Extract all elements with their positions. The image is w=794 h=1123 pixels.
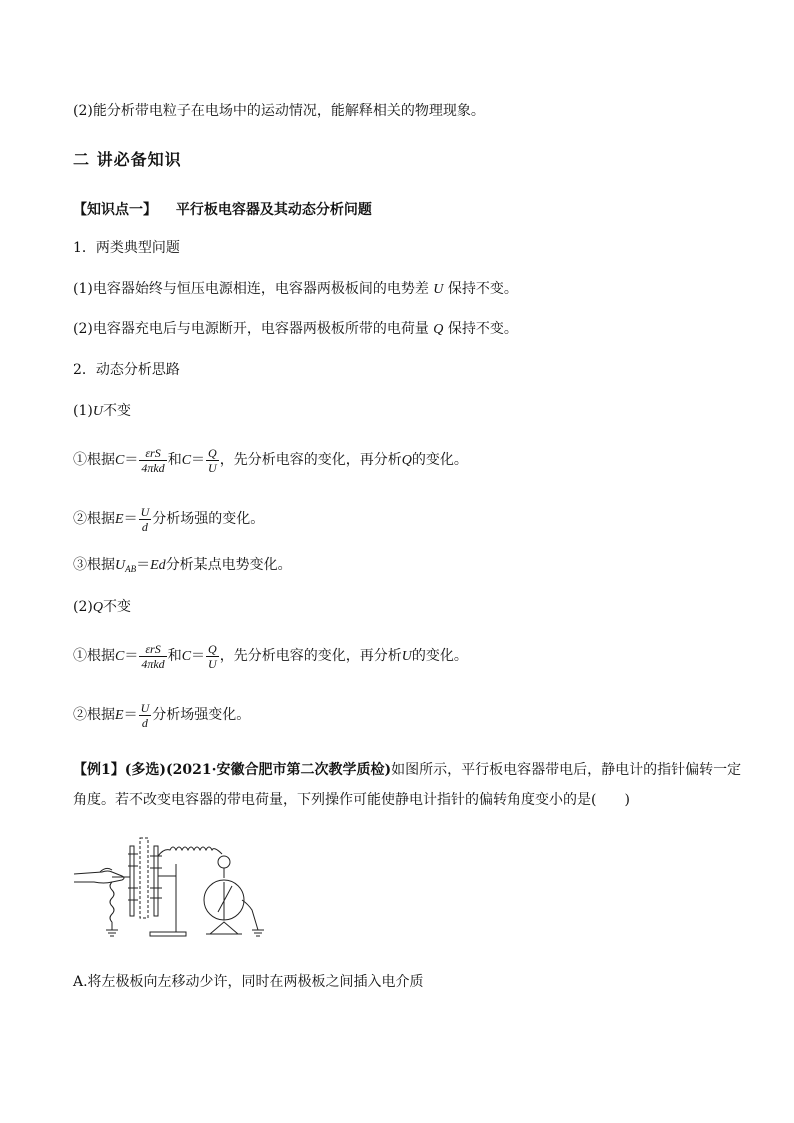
formula-line-c1-2 [73,502,264,536]
stand-base [150,932,186,936]
dielectric-outline [140,838,148,918]
text: 和 [167,648,182,664]
fraction [139,447,166,474]
denominator: d [141,519,148,534]
text: ①根据 [73,452,115,468]
option-a: A.将左极板向左移动少许，同时在两极板之间插入电介质 [73,974,424,990]
text: ②根据 [73,707,115,723]
numerator: εrS [139,643,166,657]
text: 和 [167,452,182,468]
denominator: d [141,715,148,730]
fraction [139,643,166,670]
denominator: U [208,656,217,671]
text: 不变 [102,403,131,419]
capacitor-electrometer-figure [72,826,272,946]
equals: ＝ [123,511,138,527]
subsection-title-1: 1．两类典型问题 [73,240,180,256]
text: ③根据 [73,557,115,573]
equals: ＝ [136,557,151,573]
fraction [206,643,219,670]
variable: E [115,512,124,527]
numerator: U [140,504,150,519]
variable: Q [92,600,103,615]
denominator: 4πkd [141,460,165,475]
text: (2)电容器充电后与电源断开，电容器两极板所带的电荷量 [73,321,429,337]
fraction [139,506,152,533]
coiled-wire [158,847,222,856]
variable: U [92,404,103,419]
example-1 [73,755,753,815]
numerator: Q [208,445,217,460]
numerator: U [140,700,150,715]
text: ，先分析电容的变化，再分析 [219,648,402,664]
variable: Q [401,453,412,468]
text: 保持不变。 [447,281,518,297]
equals: ＝ [124,648,139,664]
equals: ＝ [191,452,206,468]
denominator: U [208,460,217,475]
denominator: 4πkd [141,656,165,671]
text: (1) [73,403,93,419]
variable: E [115,708,124,723]
formula-line-c2-1 [73,639,468,673]
objective-line: (2)能分析带电粒子在电场中的运动情况，能解释相关的物理现象。 [73,103,485,119]
variable: Ed [150,558,166,573]
example-tag: 【例1】 [73,762,125,778]
text: ，先分析电容的变化，再分析 [219,452,402,468]
variable: U [115,558,126,573]
subscript: AB [125,564,137,574]
equals: ＝ [124,452,139,468]
equals: ＝ [123,707,138,723]
fraction [206,447,219,474]
equals: ＝ [191,648,206,664]
section-heading: 二 讲必备知识 [73,150,182,169]
text: ②根据 [73,511,115,527]
formula-line-c1-3 [73,555,292,579]
text: 的变化。 [411,452,468,468]
electrometer-knob [218,856,230,868]
text: 不变 [102,599,131,615]
text: 保持不变。 [447,321,518,337]
typical-problem-2 [73,319,518,340]
knowledge-point-title: 平行板电容器及其动态分析问题 [175,202,372,218]
variable: Q [433,322,444,337]
variable: U [401,649,412,664]
variable: C [181,453,192,468]
variable: C [115,649,125,664]
knowledge-point-heading [73,200,372,220]
numerator: Q [208,641,217,656]
text: 分析某点电势变化。 [165,557,292,573]
example-source: (多选)(2021·安徽合肥市第二次教学质检) [124,762,392,778]
text: (2) [73,599,93,615]
text: ①根据 [73,648,115,664]
formula-line-c1-1 [73,443,468,477]
text: 的变化。 [411,648,468,664]
variable: U [433,282,444,297]
subsection-title-2: 2．动态分析思路 [73,362,180,378]
case-heading-u [73,401,131,422]
fraction [139,702,152,729]
example-question: 如图所示，平行板电容器带电后，静电计的指针偏转一定角度。若不改变电容器的带电荷量，下列操作可能使静电计指针的偏转角度变小的是( ) [73,762,742,808]
electrometer-needle [218,886,232,912]
numerator: εrS [139,447,166,461]
text: (1)电容器始终与恒压电源相连，电容器两极板间的电势差 [73,281,429,297]
left-plate [130,846,134,916]
variable: C [181,649,192,664]
text: 分析场强的变化。 [152,511,265,527]
text: 分析场强变化。 [152,707,251,723]
case-heading-q [73,597,131,618]
variable: C [115,453,125,468]
knowledge-point-tag: 【知识点一】 [73,202,157,218]
typical-problem-1 [73,279,518,300]
formula-line-c2-2 [73,698,250,732]
